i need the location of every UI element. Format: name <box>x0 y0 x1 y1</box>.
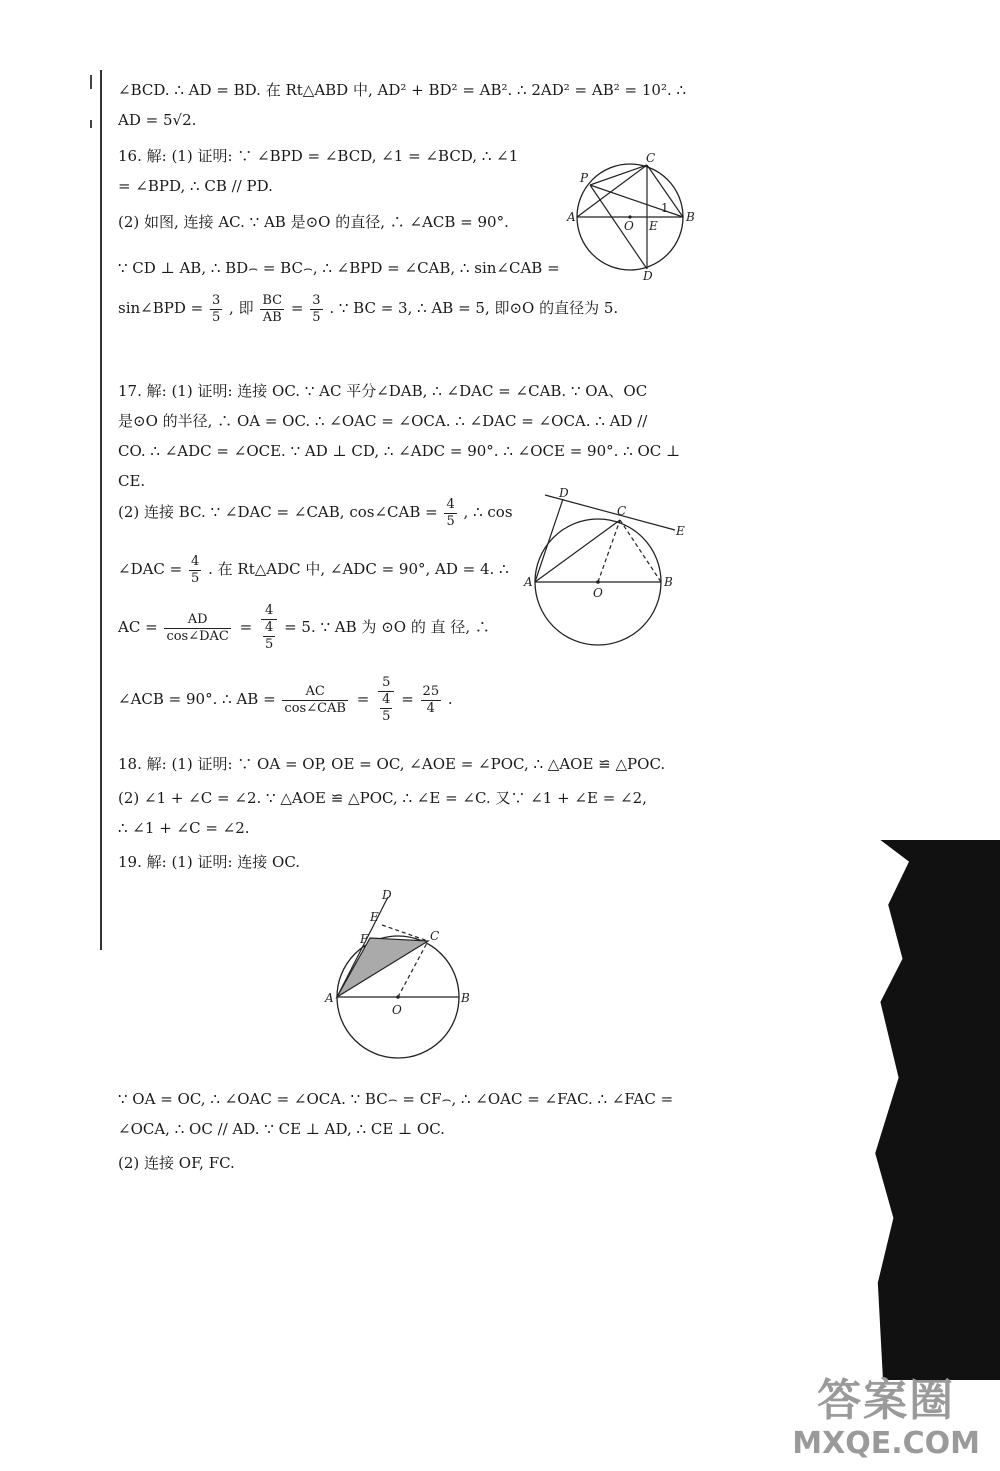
label-E: E <box>649 219 658 233</box>
text-line-ac: AC = $\frac{AD}{\text{cos∠DAC}}$ = $\frac{4}{\frac{4}{5}}$ = 5. ∵ AB 为 ⊙O 的 直 径, ∴ <box>118 603 490 652</box>
label-A: A <box>524 575 533 589</box>
compound-fraction: $\frac{5}{\frac{4}{5}}$ <box>378 675 394 725</box>
text-line-sin <box>118 288 618 328</box>
fraction: $\frac{BC}{AB}$ <box>262 292 283 325</box>
text-line: = ∠BPD, ∴ CB // PD. <box>118 177 273 195</box>
label-1: 1 <box>661 201 669 215</box>
label-A: A <box>567 210 576 224</box>
text-line-cos <box>118 492 513 532</box>
watermark <box>792 1375 980 1461</box>
label-B: B <box>461 991 470 1005</box>
fraction: $\frac{25}{4}$ <box>422 683 440 716</box>
text-line: (2) ∠1 + ∠C = ∠2. ∵ △AOE ≌ △POC, ∴ ∠E = ∠C. 又∵ ∠1 + ∠E = ∠2, <box>118 789 647 807</box>
label-D: D <box>382 888 392 902</box>
label-E: E <box>370 910 379 924</box>
label-A: A <box>325 991 334 1005</box>
text: , ∴ cos <box>463 503 513 521</box>
text-line: AD = 5√2. <box>118 111 197 129</box>
text: = 5. ∵ AB 为 ⊙O 的 直 径, ∴ <box>284 618 490 636</box>
text-line-dac <box>118 549 509 589</box>
text: , 即 <box>229 299 254 317</box>
fraction: $\frac{3}{5}$ <box>312 292 321 325</box>
text-line: ∴ ∠1 + ∠C = ∠2. <box>118 819 250 837</box>
problem-19-line: 19. 解: (1) 证明: 连接 OC. <box>118 853 301 871</box>
problem-18-line: 18. 解: (1) 证明: ∵ OA = OP, OE = OC, ∠AOE = ∠POC, ∴ △AOE ≌ △POC. <box>118 755 666 773</box>
label-P: P <box>580 171 589 185</box>
text: = <box>401 690 414 708</box>
label-O: O <box>593 586 603 600</box>
text-line: CO. ∴ ∠ADC = ∠OCE. ∵ AD ⊥ CD, ∴ ∠ADC = 90°. ∴ ∠OCE = 90°. ∴ OC ⊥ <box>118 442 681 460</box>
label-D: D <box>643 269 653 283</box>
figure-19 <box>320 885 480 1065</box>
text-line: CE. <box>118 472 146 490</box>
fraction: $\frac{AD}{\text{cos∠DAC}}$ <box>166 611 229 644</box>
fraction: $\frac{4}{5}$ <box>446 496 455 529</box>
label-C: C <box>646 151 656 165</box>
label-O: O <box>392 1003 402 1017</box>
figure-16 <box>560 150 700 285</box>
problem-17-line: 17. 解: (1) 证明: 连接 OC. ∵ AC 平分∠DAB, ∴ ∠DAC = ∠CAB. ∵ OA、OC <box>118 382 648 400</box>
fraction: $\frac{4}{5}$ <box>191 553 200 586</box>
problem-16-line: 16. 解: (1) 证明: ∵ ∠BPD = ∠BCD, ∠1 = ∠BCD, ∴ ∠1 <box>118 147 519 165</box>
binding-margin-line <box>100 70 102 950</box>
text: ∠ACB = 90°. ∴ AB = <box>118 690 276 708</box>
compound-fraction: $\frac{4}{\frac{4}{5}}$ <box>261 603 277 653</box>
margin-tick <box>90 75 92 89</box>
text: sin∠BPD = <box>118 299 204 317</box>
text: . ∵ BC = 3, ∴ AB = 5, 即⊙O 的直径为 5. <box>329 299 619 317</box>
label-C: C <box>430 929 440 943</box>
text: (2) 连接 BC. ∵ ∠DAC = ∠CAB, cos∠CAB = <box>118 503 438 521</box>
label-C: C <box>617 504 627 518</box>
margin-tick <box>90 120 92 128</box>
text-line: (2) 如图, 连接 AC. ∵ AB 是⊙O 的直径, ∴ ∠ACB = 90°. <box>118 213 509 231</box>
text: . <box>447 690 453 708</box>
figure-17 <box>515 485 700 660</box>
text-line: 是⊙O 的半径, ∴ OA = OC. ∴ ∠OAC = ∠OCA. ∴ ∠DAC = ∠OCA. ∴ AD // <box>118 412 648 430</box>
label-O: O <box>624 219 634 233</box>
text-line: ∵ OA = OC, ∴ ∠OAC = ∠OCA. ∵ BC⌢ = CF⌢, ∴ ∠OAC = ∠FAC. ∴ ∠FAC = <box>118 1090 674 1108</box>
label-D: D <box>559 486 569 500</box>
text: ∠DAC = <box>118 560 183 578</box>
text: = <box>290 299 304 317</box>
fraction: $\frac{3}{5}$ <box>211 292 221 325</box>
text-line: ∠OCA, ∴ OC // AD. ∵ CE ⊥ AD, ∴ CE ⊥ OC. <box>118 1120 445 1138</box>
label-F: F <box>360 932 369 946</box>
text-line: ∵ CD ⊥ AB, ∴ BD⌢ = BC⌢, ∴ ∠BPD = ∠CAB, ∴ sin∠CAB = <box>118 259 560 277</box>
fraction: $\frac{AC}{\text{cos∠CAB}}$ <box>284 683 346 716</box>
text-line-ab: ∠ACB = 90°. ∴ AB = $\frac{AC}{\text{cos∠CAB}}$ = $\frac{5}{\frac{4}{5}}$ = $\frac{25}{4}$ . <box>118 675 453 724</box>
label-B: B <box>686 210 695 224</box>
text-line: (2) 连接 OF, FC. <box>118 1154 235 1172</box>
text: . 在 Rt△ADC 中, ∠ADC = 90°, AD = 4. ∴ <box>208 560 509 578</box>
label-E: E <box>676 524 685 538</box>
text-line: ∠BCD. ∴ AD = BD. 在 Rt△ABD 中, AD² + BD² = AB². ∴ 2AD² = AB² = 10². ∴ <box>118 81 687 99</box>
watermark-en: MXQE.COM <box>792 1426 980 1461</box>
torn-page-edge <box>870 840 1000 1380</box>
watermark-cn: 答案圈 <box>817 1375 956 1426</box>
text: AC = <box>118 618 158 636</box>
label-B: B <box>664 575 673 589</box>
